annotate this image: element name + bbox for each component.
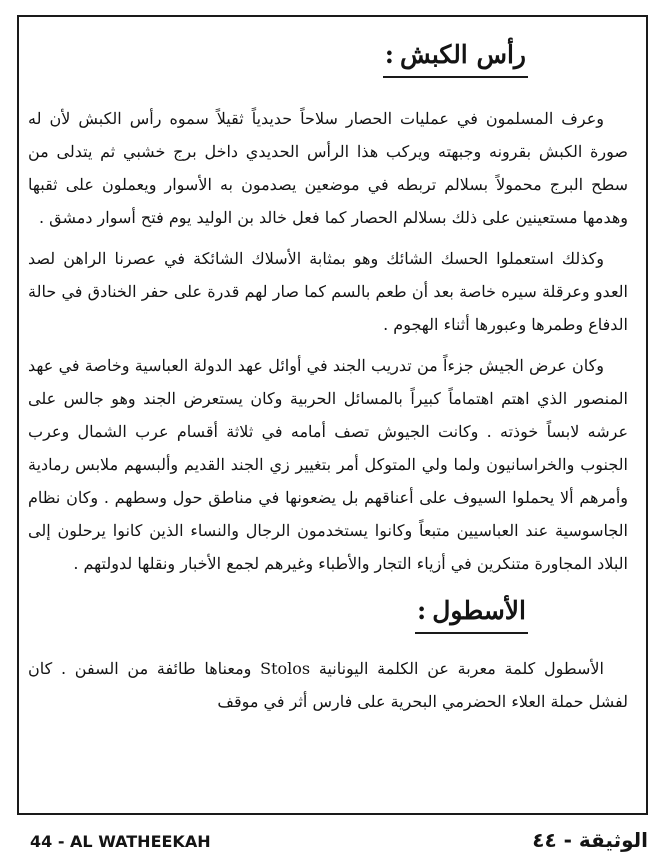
paragraph: وكان عرض الجيش جزءاً من تدريب الجند في أوائل عهد الدولة العباسية وخاصة في عهد المنصور الذي اهتم اهتماماً كبيراً بالمسائل الحربية وكان يستعرض الجند وهو جالس على عرشه لابساً خوذته . وكانت الجيوش تصف أمامه في ثلاثة أقسام عرب الشمال وعرب الجنوب والخراسانيون ولما ولي المتوكل أمر بتغيير زي الجند القديم وألبسهم ملابس رمادية وأمرهم ألا يحملوا السيوف على أعناقهم بل يضعونها في مناطق حول وسطهم . وكان نظام الجاسوسية عند العباسيين متبعاً وكانوا يستخدمون الرجال والنساء الذين كانوا يرحلون إلى البلاد المجاورة متنكرين في أزياء التجار والأطباء وغيرهم لجمع الأخبار ونقلها لدولتهم .	[28, 356, 628, 573]
section-heading-fleet	[415, 592, 528, 634]
article-body	[28, 36, 628, 718]
page-footer	[30, 828, 648, 858]
footer-page-number-ar: الوثيقة - ٤٤	[532, 828, 648, 852]
section-heading-battering-ram	[383, 36, 528, 78]
heading-colon: :	[417, 596, 427, 625]
footer-page-number-en: 44 - AL WATHEEKAH	[30, 832, 211, 851]
heading-title: رأس الكبش	[399, 40, 526, 69]
paragraph: وعرف المسلمون في عمليات الحصار سلاحاً حديدياً ثقيلاً سموه رأس الكبش لأن له صورة الكبش بقرونه وجبهته ويركب هذا الرأس الحديدي داخل برج خشبي ثم يتدلى من سطح البرج محمولاً بسلالم تربطه في موضعين يصدمون به الأسوار ويعملون على ثقبها وهدمها مستعينين على ذلك بسلالم الحصار كما فعل خالد بن الوليد يوم فتح أسوار دمشق .	[28, 109, 628, 227]
heading-colon: :	[384, 40, 394, 69]
paragraph: وكذلك استعملوا الحسك الشائك وهو بمثابة الأسلاك الشائكة في عصرنا الراهن لصد العدو وعرقلة سيره خاصة بعد أن طعم بالسم كما صار لهم قدرة على حفر الخنادق في حالة الدفاع وطمرها وعبورها أثناء الهجوم .	[28, 249, 628, 334]
paragraph: الأسطول كلمة معربة عن الكلمة اليونانية Stolos ومعناها طائفة من السفن . كان لفشل حملة العلاء الحضرمي البحرية على فارس أثر في موقف	[28, 659, 628, 711]
heading-title: الأسطول	[432, 596, 526, 625]
